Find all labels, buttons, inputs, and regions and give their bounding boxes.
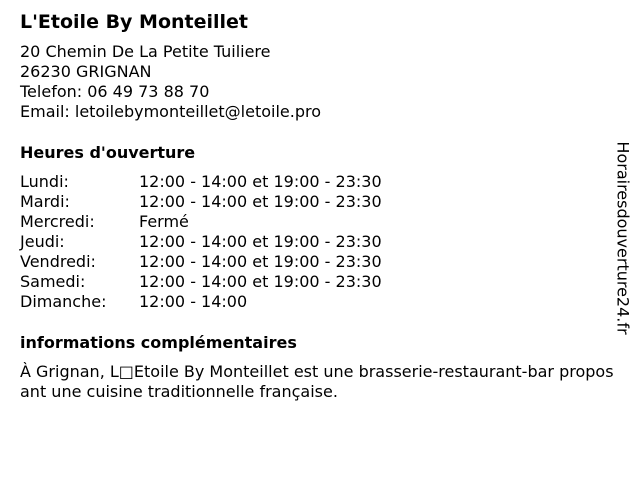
address-city: 26230 GRIGNAN — [20, 62, 152, 81]
email-line: Email: letoilebymonteillet@letoile.pro — [20, 102, 322, 121]
hours-row-lundi — [20, 172, 620, 192]
info-description: À Grignan, L□Etoile By Monteillet est une brasserie-restaurant-bar proposant une cuisine traditionnelle française. — [20, 362, 614, 401]
phone-line: Telefon: 06 49 73 88 70 — [20, 82, 210, 101]
hours-row-mardi — [20, 192, 620, 212]
day-hours: 12:00 - 14:00 — [139, 292, 248, 311]
info-heading: informations complémentaires — [20, 333, 297, 352]
hours-row-vendredi — [20, 252, 620, 272]
day-label: Lundi: — [20, 172, 69, 191]
business-name: L'Etoile By Monteillet — [20, 11, 249, 33]
site-watermark — [611, 133, 635, 343]
day-hours: Fermé — [139, 212, 189, 231]
day-hours: 12:00 - 14:00 et 19:00 - 23:30 — [139, 172, 382, 191]
day-hours: 12:00 - 14:00 et 19:00 - 23:30 — [139, 192, 382, 211]
day-hours: 12:00 - 14:00 et 19:00 - 23:30 — [139, 272, 382, 291]
hours-heading: Heures d'ouverture — [20, 143, 196, 162]
hours-row-dimanche — [20, 292, 620, 312]
hours-table — [20, 172, 620, 312]
day-hours: 12:00 - 14:00 et 19:00 - 23:30 — [139, 252, 382, 271]
hours-row-mercredi — [20, 212, 620, 232]
address-street: 20 Chemin De La Petite Tuiliere — [20, 42, 271, 61]
day-label: Mercredi: — [20, 212, 95, 231]
day-label: Mardi: — [20, 192, 70, 211]
day-label: Jeudi: — [20, 232, 65, 251]
address-block — [20, 42, 620, 122]
day-label: Samedi: — [20, 272, 86, 291]
day-label: Dimanche: — [20, 292, 107, 311]
watermark-text: Horairesdouverture24.fr — [614, 141, 634, 335]
day-label: Vendredi: — [20, 252, 96, 271]
day-hours: 12:00 - 14:00 et 19:00 - 23:30 — [139, 232, 382, 251]
business-card — [20, 10, 620, 402]
hours-row-samedi — [20, 272, 620, 292]
hours-row-jeudi — [20, 232, 620, 252]
